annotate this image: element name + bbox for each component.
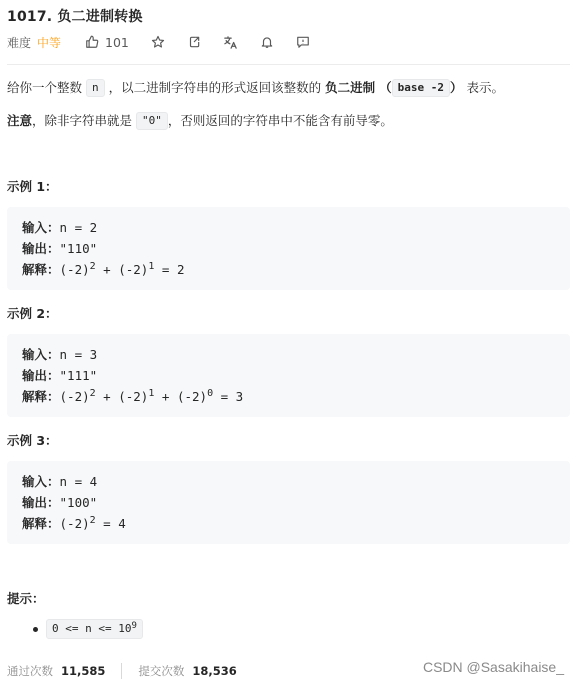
example-input: n = 4 bbox=[59, 474, 98, 489]
example-explanation bbox=[60, 516, 126, 531]
expression-operator: + bbox=[95, 389, 119, 404]
problem-title: 1017. 负二进制转换 bbox=[7, 9, 143, 25]
example-output: "111" bbox=[59, 368, 98, 383]
submissions-count: 18,536 bbox=[192, 664, 237, 678]
submission-stats bbox=[7, 661, 237, 681]
difficulty-label: 难度 bbox=[7, 35, 32, 50]
inline-code-zero: "0" bbox=[136, 112, 168, 130]
example-output: "110" bbox=[59, 241, 98, 256]
example-output: "100" bbox=[59, 495, 98, 510]
share-icon bbox=[187, 35, 201, 49]
feedback-button[interactable] bbox=[296, 35, 310, 49]
star-icon bbox=[151, 35, 165, 49]
note-paragraph: 注意，除非字符串就是 "0" ，否则返回的字符串中不能含有前导零。 bbox=[7, 113, 393, 128]
like-button[interactable] bbox=[85, 35, 129, 50]
expression-operator: = 3 bbox=[213, 389, 244, 404]
example-2-title: 示例 2： bbox=[7, 306, 58, 321]
thumbs-up-icon bbox=[85, 35, 99, 49]
notify-button[interactable] bbox=[260, 35, 274, 49]
expression-operator: + bbox=[95, 262, 119, 277]
accepted-label: 通过次数 bbox=[7, 664, 53, 678]
example-explanation bbox=[60, 389, 244, 404]
difficulty-badge: 中等 bbox=[37, 35, 62, 50]
stats-divider bbox=[121, 663, 122, 679]
power-exponent: 1 bbox=[148, 388, 155, 399]
header-divider bbox=[7, 64, 570, 65]
power-base: (-2) bbox=[176, 389, 208, 404]
submissions-label: 提交次数 bbox=[138, 664, 185, 678]
power-exponent: 2 bbox=[89, 388, 96, 399]
description-paragraph: 给你一个整数 n ，以二进制字符串的形式返回该整数的 负二进制 （ base -2 ） 表示。 bbox=[7, 80, 504, 95]
hints-title: 提示： bbox=[7, 591, 45, 606]
power-base: (-2) bbox=[59, 262, 90, 277]
example-3-title: 示例 3： bbox=[7, 433, 58, 448]
accepted-count: 11,585 bbox=[61, 664, 106, 678]
constraint-code: $0 <= n <= 10^9$ bbox=[46, 619, 143, 639]
power-exponent: 2 bbox=[89, 261, 96, 272]
note-label: 注意 bbox=[7, 113, 33, 128]
power-exponent: 1 bbox=[148, 261, 155, 272]
inline-code-n: n bbox=[86, 79, 105, 97]
power-exponent: 0 bbox=[207, 388, 214, 399]
inline-code-base: base -2 bbox=[392, 79, 450, 97]
watermark: CSDN @Sasakihaise_ bbox=[422, 659, 564, 675]
list-bullet bbox=[33, 627, 38, 632]
power-base: (-2) bbox=[118, 262, 149, 277]
bell-icon bbox=[260, 35, 274, 49]
feedback-icon bbox=[296, 35, 310, 49]
example-2-block: 输入：n = 3 输出："111" 解释：$(-2)^2 + (-2)^1 + (-2)^0 = 3$ bbox=[7, 334, 570, 417]
like-count: 101 bbox=[105, 34, 129, 50]
expression-operator: = 2 bbox=[154, 262, 185, 277]
example-1-block: 输入：n = 2 输出："110" 解释：$(-2)^2 + (-2)^1 = 2$ bbox=[7, 207, 570, 290]
translate-icon bbox=[223, 35, 238, 50]
example-3-block: 输入：n = 4 输出："100" 解释：$(-2)^2 = 4$ bbox=[7, 461, 570, 544]
power-exponent: 2 bbox=[89, 515, 96, 526]
example-input: n = 3 bbox=[59, 347, 98, 362]
favorite-button[interactable] bbox=[151, 35, 165, 49]
power-base: (-2) bbox=[59, 516, 90, 531]
power-base: (-2) bbox=[118, 389, 149, 404]
problem-meta-bar bbox=[7, 32, 310, 52]
expression-operator: + bbox=[154, 389, 177, 404]
translate-button[interactable] bbox=[223, 35, 238, 50]
example-1-title: 示例 1： bbox=[7, 179, 58, 194]
example-input: n = 2 bbox=[59, 220, 98, 235]
share-button[interactable] bbox=[187, 35, 201, 49]
example-explanation bbox=[60, 262, 185, 277]
expression-operator: = 4 bbox=[95, 516, 126, 531]
power-base: (-2) bbox=[59, 389, 90, 404]
bold-negabinary: 负二进制 bbox=[325, 80, 376, 95]
